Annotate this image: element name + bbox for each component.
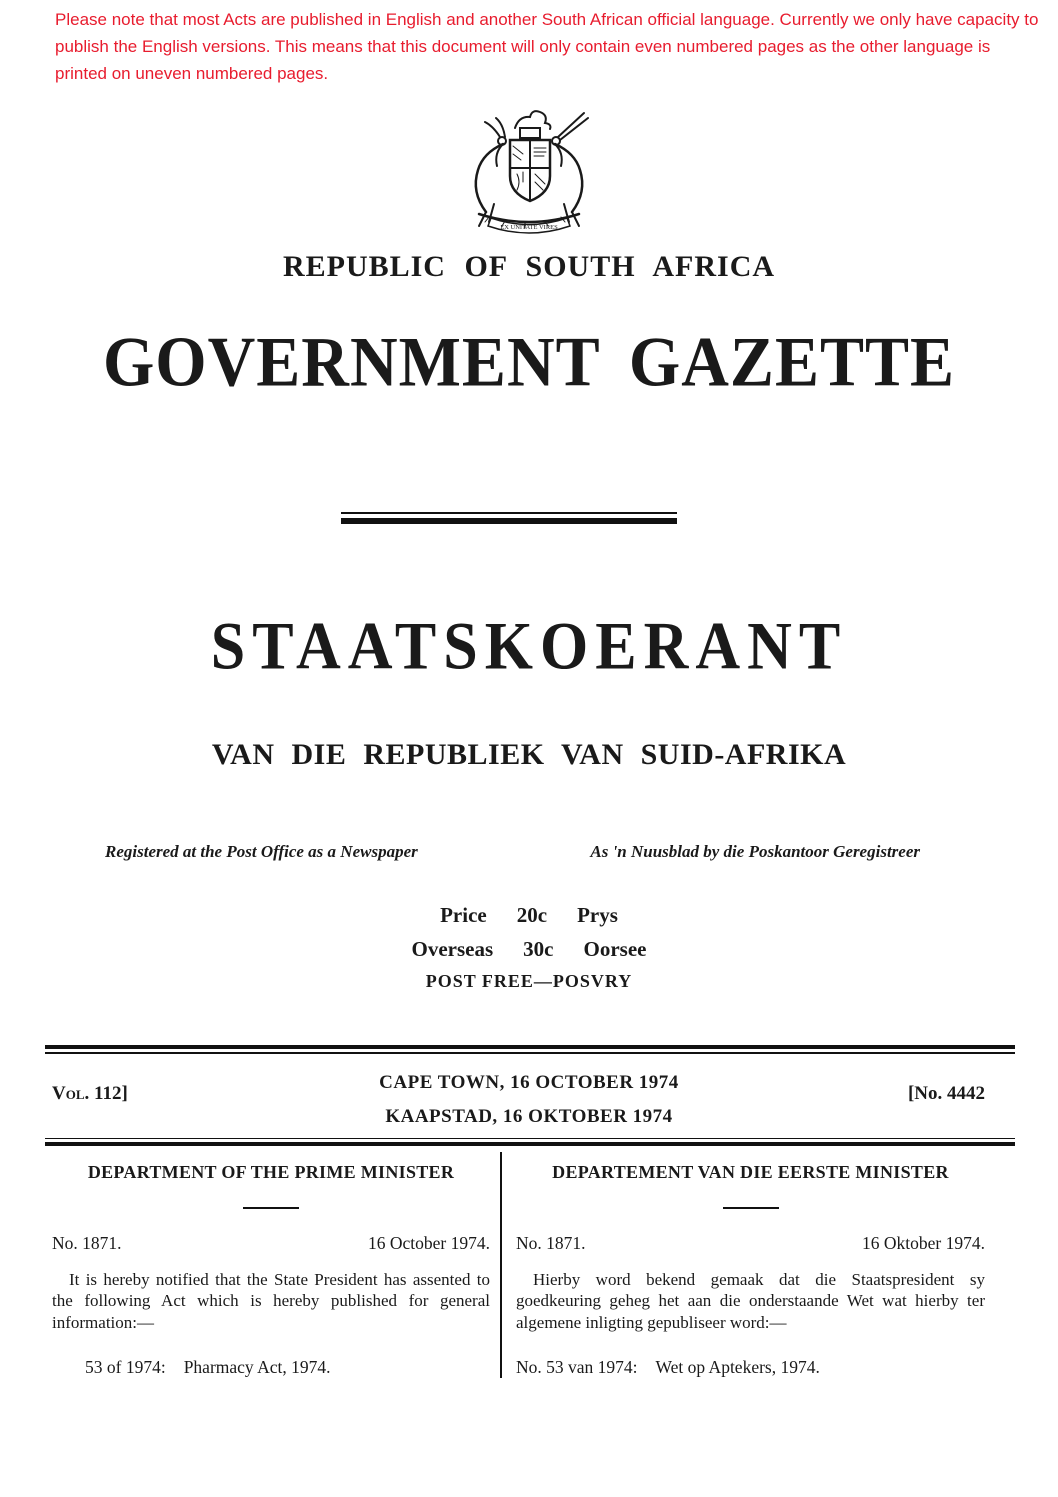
- post-free-line: POST FREE—POSVRY: [425, 971, 633, 991]
- notice-date: 16 October 1974.: [368, 1233, 490, 1253]
- coat-of-arms-motto: EX UNITATE VIRES: [500, 224, 558, 231]
- notice-number: No. 1871.: [52, 1233, 122, 1253]
- gazette-title-english: GOVERNMENT GAZETTE: [102, 323, 956, 402]
- registered-english: Registered at the Post Office as a Newspaper: [105, 842, 418, 861]
- volume-number: Vol. 112]: [52, 1083, 128, 1104]
- registered-afrikaans: As 'n Nuusblad by die Poskantoor Geregistreer: [590, 842, 920, 861]
- heading-dash: [723, 1207, 779, 1209]
- gazette-title-afrikaans: STAATSKOERANT: [210, 609, 848, 684]
- republic-heading: REPUBLIC OF SOUTH AFRICA: [282, 250, 776, 283]
- act-title: Wet op Aptekers, 1974.: [655, 1357, 820, 1378]
- act-number: 53 of 1974:: [85, 1357, 166, 1378]
- price-block: [0, 903, 1058, 992]
- notice-columns: [52, 1152, 985, 1378]
- notice-date: 16 Oktober 1974.: [862, 1233, 985, 1253]
- overseas-price-line: [0, 937, 1058, 962]
- notice-column-afrikaans: [500, 1152, 985, 1378]
- overseas-label-af: Oorsee: [583, 937, 647, 961]
- price-label-en: Price: [440, 903, 487, 927]
- notice-body-afrikaans: Hierby word bekend gemaak dat die Staatspresident sy goedkeuring geheg het aan die onderstaande Wet wat hierby ter algemene inligting gepubliseer word:—: [516, 1270, 985, 1332]
- department-heading-english: DEPARTMENT OF THE PRIME MINISTER: [87, 1162, 455, 1182]
- coat-of-arms: [0, 100, 1058, 243]
- notice-number: No. 1871.: [516, 1233, 586, 1253]
- act-reference-afrikaans: [516, 1357, 985, 1378]
- place-date-english: CAPE TOWN, 16 OCTOBER 1974: [379, 1072, 679, 1093]
- notice-meta-row: [516, 1233, 985, 1254]
- act-title: Pharmacy Act, 1974.: [183, 1357, 331, 1378]
- publisher-disclaimer-note: Please note that most Acts are published in English and another South African official language. Currently we only have capacity to publish the English versions. This means that this document will only contain even numbered pages as the other language is printed on uneven numbered pages.: [55, 10, 1039, 83]
- heading-dash: [243, 1207, 299, 1209]
- issue-place-dates: [0, 1066, 1058, 1134]
- department-heading-afrikaans: DEPARTEMENT VAN DIE EERSTE MINISTER: [552, 1162, 949, 1182]
- issue-number: [No. 4442: [907, 1083, 985, 1104]
- notice-column-english: [52, 1152, 500, 1378]
- issue-bar-top-rule: [45, 1045, 1015, 1054]
- price-line: [0, 903, 1058, 928]
- overseas-label-en: Overseas: [411, 937, 494, 961]
- price-amount: 20c: [516, 903, 548, 927]
- notice-body-english: It is hereby notified that the State President has assented to the following Act which is hereby published for general information:—: [52, 1270, 490, 1332]
- gazette-subtitle-afrikaans: VAN DIE REPUBLIEK VAN SUID-AFRIKA: [211, 738, 847, 771]
- act-number: No. 53 van 1974:: [516, 1357, 638, 1378]
- price-label-af: Prys: [577, 903, 618, 927]
- notice-meta-row: [52, 1233, 490, 1254]
- place-date-afrikaans: KAAPSTAD, 16 OKTOBER 1974: [385, 1106, 673, 1127]
- registration-line: [105, 842, 920, 862]
- overseas-amount: 30c: [523, 937, 554, 961]
- issue-bar-bottom-rule: [45, 1138, 1015, 1146]
- masthead-divider-rule: [341, 512, 677, 524]
- act-reference-english: [52, 1357, 490, 1378]
- coat-of-arms-illustration: [439, 100, 619, 238]
